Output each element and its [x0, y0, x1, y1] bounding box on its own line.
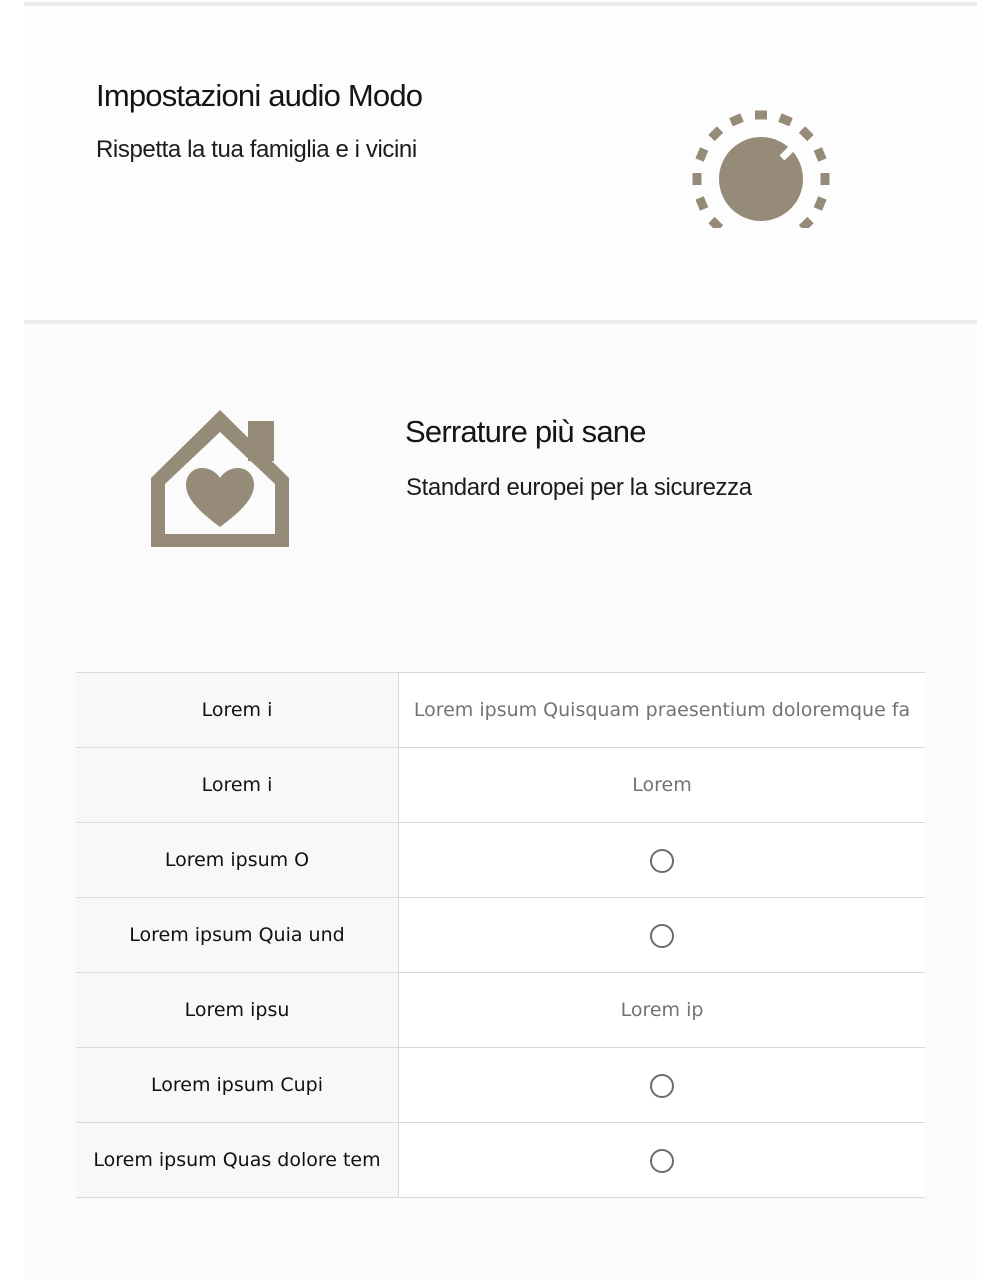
row-label: Lorem i	[76, 673, 399, 748]
audio-feature-title: Impostazioni audio Modo	[96, 78, 423, 113]
knob-tick	[693, 173, 702, 185]
knob-tick	[799, 217, 814, 228]
circle-icon	[650, 924, 674, 948]
table-row	[76, 748, 925, 823]
knob-tick	[708, 217, 723, 228]
row-label: Lorem ipsum Quas dolore tem	[76, 1123, 399, 1198]
knob-tick	[695, 196, 708, 211]
table-row	[76, 898, 925, 973]
knob-tick	[695, 147, 708, 162]
row-label: Lorem ipsum Quia und	[76, 898, 399, 973]
row-value-circle	[399, 1048, 926, 1123]
knob-tick	[708, 126, 723, 141]
table-row	[76, 673, 925, 748]
row-value: Lorem	[399, 748, 926, 823]
audio-feature-subtitle: Rispetta la tua famiglia e i vicini	[96, 136, 417, 163]
table-row	[76, 1123, 925, 1198]
volume-knob-icon	[686, 104, 836, 228]
circle-icon	[650, 1074, 674, 1098]
home-heart-icon	[148, 408, 292, 550]
row-value-circle	[399, 823, 926, 898]
specs-table-body	[76, 673, 925, 1198]
row-label: Lorem ipsu	[76, 973, 399, 1048]
circle-icon	[650, 849, 674, 873]
knob-tick	[799, 126, 814, 141]
knob-tick	[814, 196, 827, 211]
heart-shape	[186, 468, 254, 527]
lock-feature-subtitle: Standard europei per la sicurezza	[406, 474, 752, 501]
row-label: Lorem i	[76, 748, 399, 823]
row-value: Lorem ipsum Quisquam praesentium doloremque fa	[399, 673, 926, 748]
lock-feature-title: Serrature più sane	[405, 414, 646, 449]
row-value-circle	[399, 1123, 926, 1198]
table-row	[76, 973, 925, 1048]
specs-table	[76, 672, 925, 1198]
table-row	[76, 1048, 925, 1123]
circle-icon	[650, 1149, 674, 1173]
knob-tick	[755, 111, 767, 120]
knob-tick	[778, 113, 793, 126]
row-label: Lorem ipsum Cupi	[76, 1048, 399, 1123]
knob-tick	[729, 113, 744, 126]
knob-tick	[814, 147, 827, 162]
table-row	[76, 823, 925, 898]
row-value: Lorem ip	[399, 973, 926, 1048]
row-label: Lorem ipsum O	[76, 823, 399, 898]
row-value-circle	[399, 898, 926, 973]
knob-tick	[821, 173, 830, 185]
